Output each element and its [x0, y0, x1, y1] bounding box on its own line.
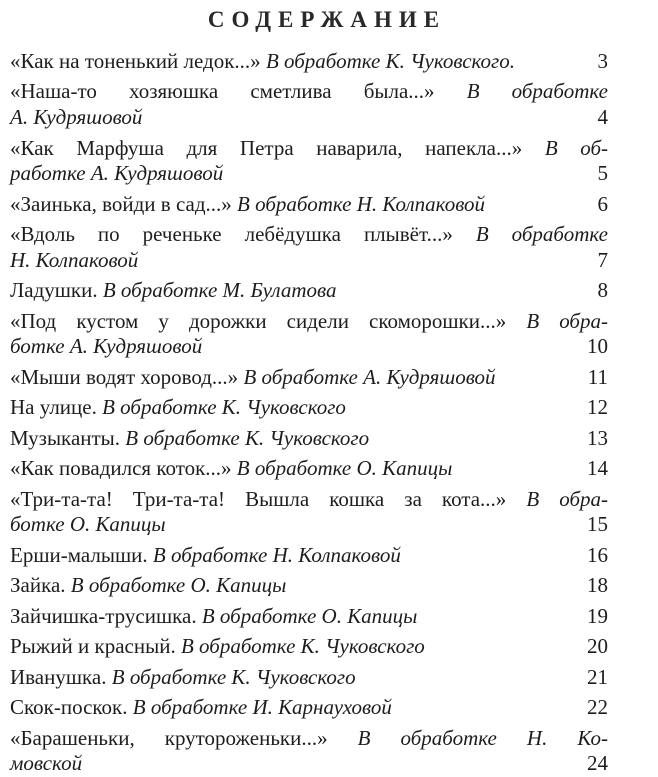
toc-entry[interactable]: [10, 634, 608, 660]
entry-page-number: 4: [597, 105, 608, 130]
entry-page-number: 3: [597, 49, 608, 73]
entry-title: «Барашеньки, крутороженьки...»: [10, 725, 328, 750]
entry-credit: В обра-: [526, 308, 608, 333]
entry-title: «Вдоль по реченьке лебёдушка плывёт...»: [10, 222, 453, 247]
entry-title: «Как повадился коток...»: [10, 456, 232, 481]
entry-page-number: 8: [597, 278, 608, 303]
entry-page-number: 7: [597, 247, 608, 272]
toc-entry[interactable]: [10, 49, 608, 75]
toc-entry[interactable]: [10, 456, 608, 482]
entry-page-number: 12: [587, 395, 608, 420]
entry-credit-continued: А. Кудряшовой: [10, 105, 143, 130]
toc-entry[interactable]: [10, 426, 608, 452]
toc-entry[interactable]: [10, 604, 608, 630]
entry-credit: В обработке И. Карнауховой: [132, 695, 392, 720]
entry-credit: В обработке: [466, 79, 608, 104]
entry-title: Ерши-малыши.: [10, 542, 148, 567]
entry-title: Зайка.: [10, 573, 66, 598]
entry-title: Зайчишка-трусишка.: [10, 603, 197, 628]
entry-title: «Как Марфуша для Петра наварила, напекла...»: [10, 135, 523, 160]
entry-title: «Мыши водят хоровод...»: [10, 364, 239, 389]
toc-entry[interactable]: [10, 695, 608, 721]
entry-credit-continued: ботке А. Кудряшовой: [10, 334, 203, 359]
entry-page-number: 16: [587, 542, 608, 567]
entry-credit: В обра-: [526, 486, 609, 511]
page-title: СОДЕРЖАНИЕ: [207, 7, 447, 32]
toc-entry[interactable]: [10, 79, 608, 130]
entry-title: Рыжий и красный.: [10, 634, 176, 659]
toc-entry[interactable]: [10, 573, 608, 599]
entry-credit: В обработке А. Кудряшовой: [243, 364, 496, 389]
entry-credit: В обработке Н. Колпаковой: [237, 191, 486, 216]
toc-entry[interactable]: [10, 365, 608, 391]
entry-title: Музыканты.: [10, 425, 121, 450]
entry-title: «Заинька, войди в сад...»: [10, 191, 232, 216]
entry-page-number: 13: [587, 425, 608, 450]
entry-title: Иванушка.: [10, 664, 107, 689]
toc-entry[interactable]: [10, 665, 608, 691]
entry-credit: В обработке Н. Ко-: [357, 725, 609, 750]
entry-credit-continued: ботке О. Капицы: [10, 512, 166, 537]
entry-page-number: 24: [587, 751, 608, 776]
entry-title: «Наша-то хозяюшка сметлива была...»: [10, 79, 435, 104]
entry-credit: В обработке К. Чуковского: [180, 634, 425, 659]
entry-credit: В обработке К. Чуковского: [111, 664, 356, 689]
entry-credit: В обработке М. Булатова: [102, 278, 337, 303]
entry-credit: В об-: [544, 135, 609, 160]
entry-credit: В обработке Н. Колпаковой: [152, 542, 401, 567]
entry-credit: В обработке К. Чуковского.: [265, 49, 516, 73]
entry-page-number: 20: [587, 634, 608, 659]
entry-credit: В обработке О. Капицы: [201, 603, 418, 628]
toc-entry[interactable]: [10, 726, 608, 777]
toc-entry[interactable]: [10, 278, 608, 304]
entry-credit-continued: Н. Колпаковой: [10, 247, 139, 272]
entry-title: «Три-та-та! Три-та-та! Вышла кошка за кота...»: [10, 486, 507, 511]
entry-page-number: 22: [587, 695, 608, 720]
toc-entry[interactable]: [10, 192, 608, 218]
entry-page-number: 11: [587, 364, 608, 389]
entry-page-number: 19: [587, 603, 608, 628]
entry-page-number: 14: [587, 456, 608, 481]
toc-entry[interactable]: [10, 395, 608, 421]
entry-page-number: 10: [587, 334, 608, 359]
entry-title: На улице.: [10, 395, 97, 420]
entry-page-number: 5: [597, 161, 608, 186]
toc-list: [10, 49, 608, 777]
entry-title: Ладушки.: [10, 278, 98, 303]
entry-page-number: 6: [597, 191, 608, 216]
entry-title: «Как на тоненький ледок...»: [10, 49, 261, 73]
entry-credit: В обработке: [475, 222, 609, 247]
entry-credit: В обработке К. Чуковского: [125, 425, 370, 450]
toc-entry[interactable]: [10, 543, 608, 569]
entry-page-number: 18: [587, 573, 608, 598]
entry-credit-continued: работке А. Кудряшовой: [10, 161, 224, 186]
entry-credit: В обработке О. Капицы: [236, 456, 453, 481]
entry-title: «Под кустом у дорожки сидели скоморошки...»: [10, 308, 507, 333]
entry-page-number: 15: [587, 512, 608, 537]
toc-entry[interactable]: [10, 487, 608, 538]
entry-page-number: 21: [587, 664, 608, 689]
toc-entry[interactable]: [10, 136, 608, 187]
entry-title: Скок-поскок.: [10, 695, 128, 720]
entry-credit: В обработке К. Чуковского: [102, 395, 346, 420]
toc-entry[interactable]: [10, 222, 608, 273]
entry-credit-continued: мовской: [10, 751, 83, 776]
toc-entry[interactable]: [10, 309, 608, 360]
entry-credit: В обработке О. Капицы: [70, 573, 287, 598]
